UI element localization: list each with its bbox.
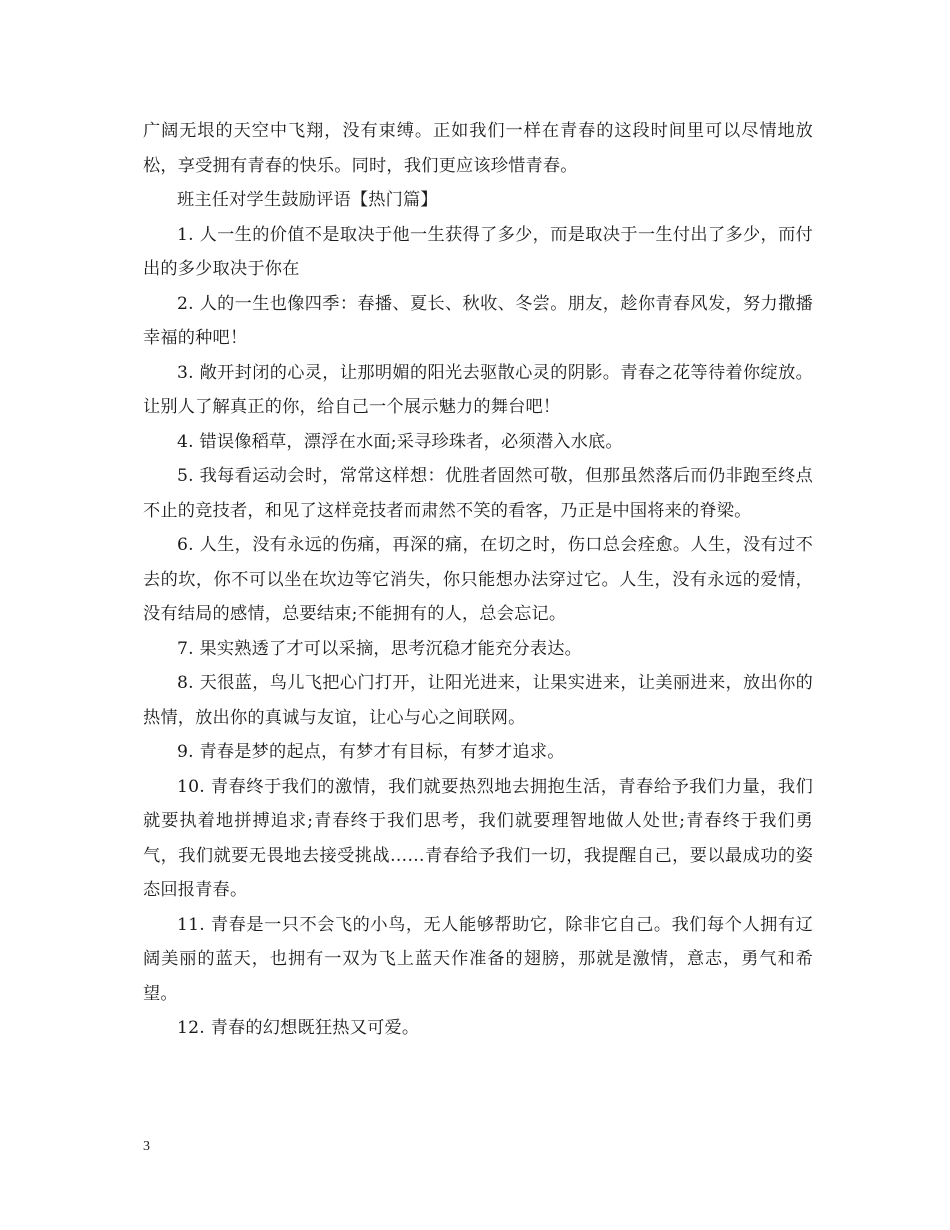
list-item: 6. 人生，没有永远的伤痛，再深的痛，在切之时，伤口总会痊愈。人生，没有过不去的坎，你不可以坐在坎边等它消失，你只能想办法穿过它。人生，没有永远的爱情，没有结局的感情，总要结束;不能拥有的人，总会忘记。 — [143, 535, 813, 624]
list-item: 2. 人的一生也像四季：春播、夏长、秋收、冬尝。朋友，趁你青春风发，努力撒播幸福的种吧！ — [143, 293, 813, 348]
paragraph-intro: 广阔无垠的天空中飞翔，没有束缚。正如我们一样在青春的这段时间里可以尽情地放松，享受拥有青春的快乐。同时，我们更应该珍惜青春。 — [143, 121, 813, 176]
list-item: 8. 天很蓝，鸟儿飞把心门打开，让阳光进来，让果实进来，让美丽进来，放出你的热情，放出你的真诚与友谊，让心与心之间联网。 — [143, 673, 813, 728]
list-item: 4. 错误像稻草，漂浮在水面;采寻珍珠者，必须潜入水底。 — [177, 431, 623, 452]
list-item: 1. 人一生的价值不是取决于他一生获得了多少，而是取决于一生付出了多少，而付出的多少取决于你在 — [143, 224, 813, 279]
list-item: 9. 青春是梦的起点，有梦才有目标，有梦才追求。 — [177, 742, 565, 762]
list-item: 7. 果实熟透了才可以采摘，思考沉稳才能充分表达。 — [177, 638, 582, 659]
document-body — [143, 114, 813, 1046]
list-item: 12. 青春的幻想既狂热又可爱。 — [177, 1018, 420, 1038]
list-item: 5. 我每看运动会时，常常这样想：优胜者固然可敬，但那虽然落后而仍非跑至终点不止的竞技者，和见了这样竞技者而肃然不笑的看客，乃正是中国将来的脊梁。 — [143, 466, 813, 521]
list-item: 11. 青春是一只不会飞的小鸟，无人能够帮助它，除非它自己。我们每个人拥有辽阔美丽的蓝天，也拥有一双为飞上蓝天作准备的翅膀，那就是激情，意志，勇气和希望。 — [143, 914, 813, 1004]
list-item: 3. 敞开封闭的心灵，让那明媚的阳光去驱散心灵的阴影。青春之花等待着你绽放。让别人了解真正的你，给自己一个展示魅力的舞台吧！ — [143, 362, 813, 417]
page-number: 3 — [143, 1139, 150, 1154]
section-heading: 班主任对学生鼓励评语【热门篇】 — [177, 190, 438, 210]
list-item: 10. 青春终于我们的激情，我们就要热烈地去拥抱生活，青春给予我们力量，我们就要执着地拼搏追求;青春终于我们思考，我们就要理智地做人处世;青春终于我们勇气，我们就要无畏地去接受挑战……青春给予我们一切，我提醒自己，要以最成功的姿态回报青春。 — [143, 776, 813, 900]
